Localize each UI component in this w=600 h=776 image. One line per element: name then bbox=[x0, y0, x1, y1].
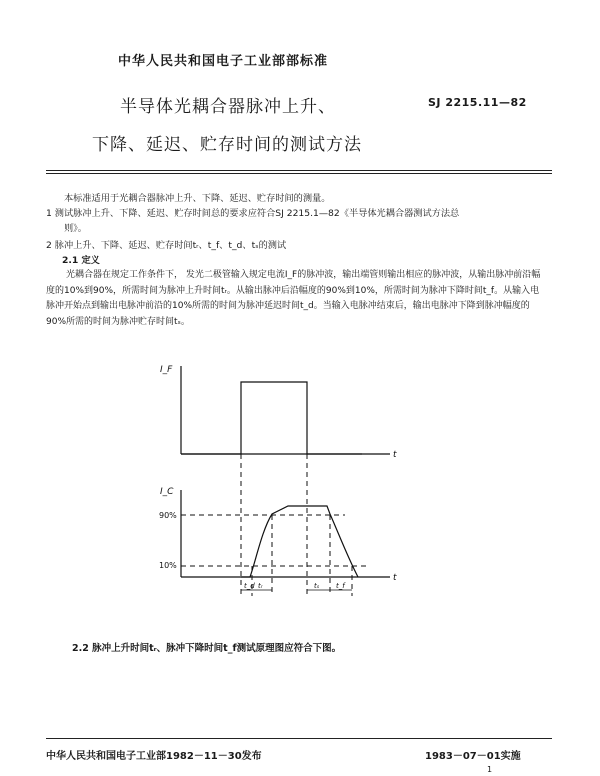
section-2-1-heading: 2.1 定义 bbox=[62, 255, 100, 266]
page-number: 1 bbox=[487, 765, 493, 774]
issuing-organization: 中华人民共和国电子工业部部标准 bbox=[118, 54, 329, 69]
label-10-percent: 10% bbox=[159, 561, 177, 570]
footer-rule bbox=[46, 738, 552, 739]
ts-label: tₛ bbox=[314, 582, 320, 590]
section-2-2-heading: 2.2 脉冲上升时间tᵣ、脉冲下降时间t_f测试原理图应符合下图。 bbox=[72, 643, 342, 654]
input-pulse bbox=[181, 382, 362, 454]
standard-number: SJ 2215.11—82 bbox=[428, 96, 527, 109]
tr-label: tᵣ bbox=[258, 582, 263, 590]
issue-date: 中华人民共和国电子工业部1982－11－30发布 bbox=[46, 751, 262, 762]
t-axis-label-top: t bbox=[393, 450, 397, 460]
effective-date: 1983－07－01实施 bbox=[425, 751, 521, 762]
ic-label: I_C bbox=[160, 487, 174, 497]
item-2-heading: 2 脉冲上升、下降、延迟、贮存时间tᵣ、t_f、t_d、tₛ的测试 bbox=[46, 240, 287, 251]
t-axis-label-bottom: t bbox=[393, 573, 397, 583]
intro-paragraph: 本标准适用于光耦合器脉冲上升、下降、延迟、贮存时间的测量。 bbox=[64, 193, 331, 204]
document-title-line-1: 半导体光耦合器脉冲上升、 bbox=[120, 97, 336, 117]
label-90-percent: 90% bbox=[159, 511, 177, 520]
document-title-line-2: 下降、延迟、贮存时间的测试方法 bbox=[92, 135, 362, 155]
item-1-line-b: 则》。 bbox=[64, 223, 87, 234]
item-1-line-a: 1 测试脉冲上升、下降、延迟、贮存时间总的要求应符合SJ 2215.1—82《半导体光耦合器测试方法总 bbox=[46, 208, 460, 219]
tf-label: t_f bbox=[336, 582, 345, 590]
definition-paragraph: 光耦合器在规定工作条件下， 发光二极管输入规定电流I_F的脉冲波，输出端管则输出相应的脉冲波，从输出脉冲前沿幅度的10%到90%，所需时间为脉冲上升时间tᵣ。从输出脉冲后沿幅度的90%到10%，所需时间为脉冲下降时间t_f。从输入电脉冲开始点到输出电脉冲前沿的10%所需的时间为脉冲延迟时间t_d。当输入电脉冲结束后，输出电脉冲下降到脉冲幅度的90%所需的时间为脉冲贮存时间tₛ。 bbox=[46, 270, 541, 327]
td-label: t_d bbox=[244, 582, 255, 590]
if-label: I_F bbox=[160, 365, 173, 375]
